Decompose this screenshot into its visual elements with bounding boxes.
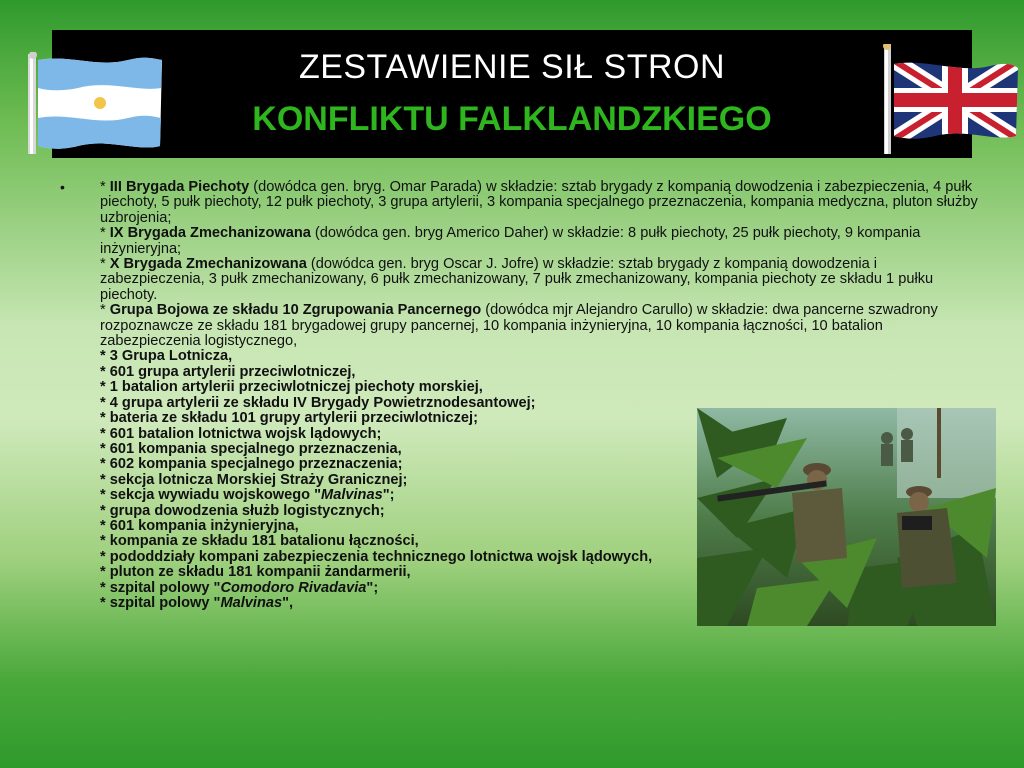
unit-name: X Brygada Zmechanizowana [109,256,307,273]
unit-entry [100,257,980,303]
unit-line: * 602 kompania specjalnego przeznaczenia; [100,456,403,473]
unit-prefix: * [100,256,110,273]
unit-prefix: * [100,302,110,319]
unit-name: IX Brygada Zmechanizowana [109,225,311,242]
unit-line: * sekcja lotnicza Morskiej Straży Granicznej; [100,471,408,488]
unit-line: * kompania ze składu 181 batalionu łączności, [100,533,419,550]
text-fragment: * szpital polowy " [100,579,221,596]
title-bar [52,30,972,158]
unit-description: (dowódca gen. bryg Oscar J. Jofre) w składzie: sztab brygady z kompanią dowodzenia i zabezpieczenia, 3 pułk zmechanizowany, 6 pułk zmechanizowany, 7 pułk zmechanizowany, kompania piechoty ze składu 1 pułku piechoty. [100,256,934,303]
unit-line: * bateria ze składu 101 grupy artylerii przeciwlotniczej; [100,410,478,427]
unit-description: (dowódca gen. bryg. Omar Parada) w składzie: sztab brygady z kompanią dowodzenia i zabezpieczenia, 4 pułk piechoty, 5 pułk piechoty, 12 pułk piechoty, 3 grupa artylerii, 3 kompania specjalnego przeznaczenia, kompania medyczna, pluton służby uzbrojenia; [100,179,978,226]
unit-entry [100,303,980,349]
italic-name: Malvinas [220,594,283,611]
unit-line: * pluton ze składu 181 kompanii żandarmerii, [100,564,411,581]
text-fragment: * szpital polowy " [100,594,221,611]
unit-line: * pododdziały kompani zabezpieczenia technicznego lotnictwa wojsk lądowych, [100,548,653,565]
text-fragment: * sekcja wywiadu wojskowego " [100,487,322,504]
text-fragment: "; [382,487,395,504]
unit-description: (dowódca gen. bryg Americo Daher) w składzie: 8 pułk piechoty, 25 pułk piechoty, 9 kompania inżynieryjna; [100,225,921,257]
unit-line: * grupa dowodzenia służb logistycznych; [100,502,385,519]
unit-line: * 601 kompania inżynieryjna, [100,517,299,534]
unit-prefix: * [100,179,110,195]
unit-entry [100,226,980,257]
unit-line: * 1 batalion artylerii przeciwlotniczej piechoty morskiej, [100,379,483,396]
unit-name: III Brygada Piechoty [109,179,250,195]
unit-line: * 601 kompania specjalnego przeznaczenia, [100,440,402,457]
bullet: • [60,179,65,195]
text-fragment: "; [366,579,379,596]
unit-line: * 3 Grupa Lotnicza, [100,348,233,365]
unit-line: * 601 grupa artylerii przeciwlotniczej, [100,363,356,380]
slide-subtitle: KONFLIKTU FALKLANDZKIEGO [252,100,772,138]
unit-description: (dowódca mjr Alejandro Carullo) w składzie: dwa pancerne szwadrony rozpoznawcze ze składu 181 brygadowej grupy pancernej, 10 kompania inżynieryjna, 10 kompania łączności, 10 batalion zabezpieczenia logistycznego, [100,302,938,350]
united-kingdom-flag-icon [880,44,1020,154]
slide-title: ZESTAWIENIE SIŁ STRON [298,48,726,86]
unit-line: * 4 grupa artylerii ze składu IV Brygady Powietrznodesantowej; [100,394,536,411]
text-fragment: ", [282,594,294,611]
italic-name: Malvinas [321,487,383,504]
unit-line: * 601 batalion lotnictwa wojsk lądowych; [100,425,382,442]
unit-name: Grupa Bojowa ze składu 10 Zgrupowania Pancernego [109,302,482,319]
italic-name: Comodoro Rivadavia [220,579,367,596]
argentina-flag-icon [28,52,164,154]
unit-entry [100,180,980,226]
soldiers-photo [697,408,996,626]
unit-prefix: * [100,225,110,242]
